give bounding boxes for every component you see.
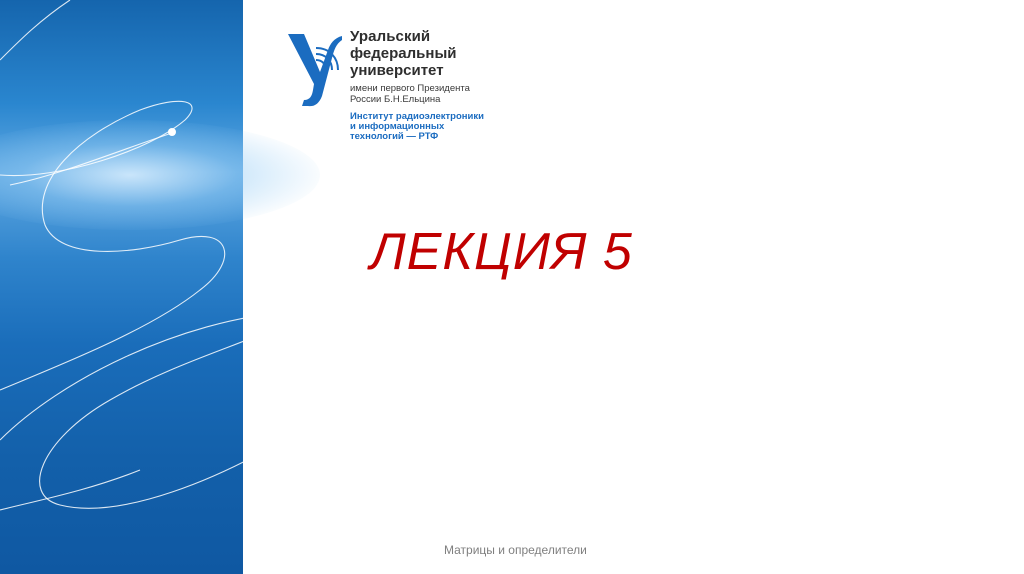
logo-name-line-1: Уральский xyxy=(350,28,431,45)
slide-footer: Матрицы и определители xyxy=(444,543,587,557)
logo-name-line-3: университет xyxy=(350,62,444,79)
logo-institute-line-3: технологий — РТФ xyxy=(350,131,439,142)
decorative-blue-panel xyxy=(0,0,243,574)
logo-subtitle-line-1: имени первого Президента xyxy=(350,83,470,94)
panel-glow xyxy=(0,120,320,230)
logo-subtitle-line-2: России Б.Н.Ельцина xyxy=(350,94,441,105)
urfu-emblem-icon xyxy=(286,30,344,108)
logo-name-line-2: федеральный xyxy=(350,45,457,62)
slide-title: ЛЕКЦИЯ 5 xyxy=(370,223,633,281)
university-logo xyxy=(286,28,486,148)
logo-institute-line-2: и информационных xyxy=(350,121,445,132)
logo-institute-line-1: Институт радиоэлектроники xyxy=(350,111,484,122)
